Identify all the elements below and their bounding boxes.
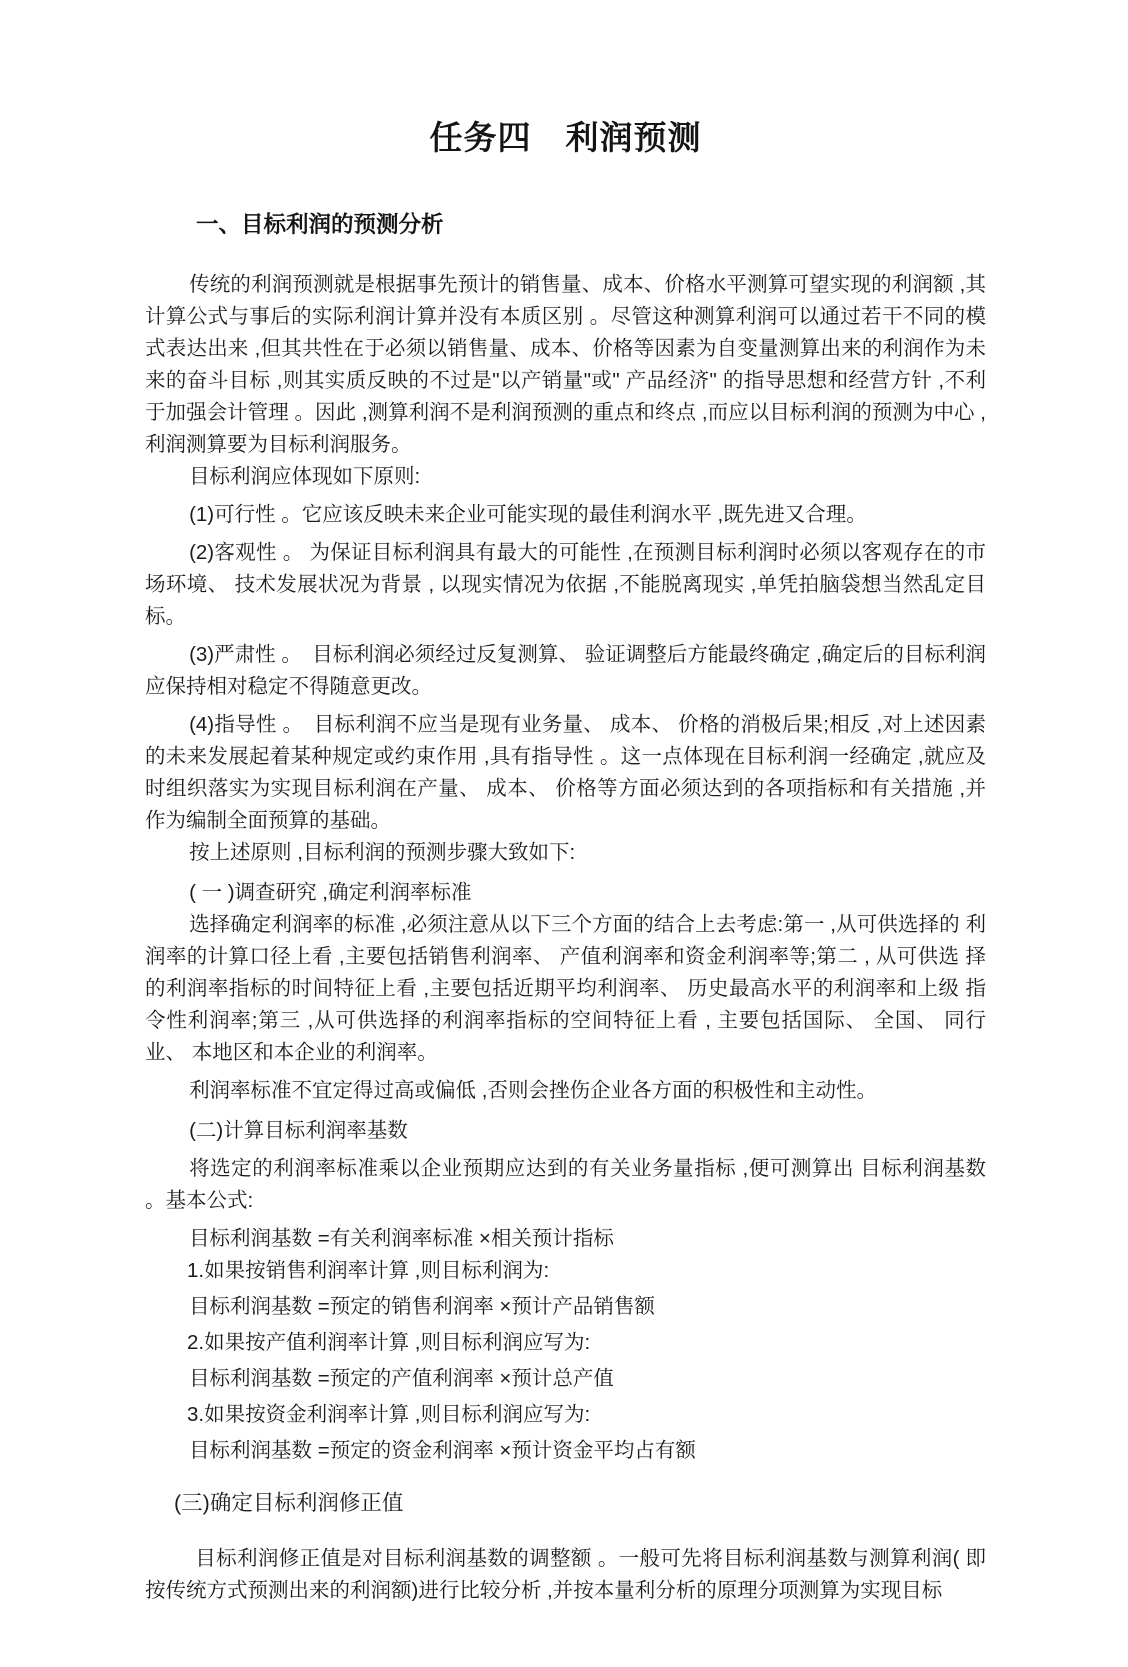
formula-base: 目标利润基数 =有关利润率标准 ×相关预计指标 (189, 1227, 614, 1250)
paragraph-step-1-note: 利润率标准不宜定得过高或偏低 ,否则会挫伤企业各方面的积极性和主动性。 (189, 1079, 877, 1102)
paragraph-principle-3: (3)严肃性 。 目标利润必须经过反复测算、 验证调整后方能最终确定 ,确定后的目标利润应保持相对稳定不得随意更改。 (145, 643, 986, 698)
paragraph-case-1: 1.如果按销售利润率计算 ,则目标利润为: (187, 1259, 550, 1282)
paragraph-steps-lead: 按上述原则 ,目标利润的预测步骤大致如下: (189, 841, 576, 864)
subheading-step-1: ( 一 )调查研究 ,确定利润率标准 (189, 881, 472, 904)
paragraph-case-2: 2.如果按产值利润率计算 ,则目标利润应写为: (187, 1331, 591, 1354)
paragraph-step-2-body: 将选定的利润率标准乘以企业预期应达到的有关业务量指标 ,便可测算出 目标利润基数 。基本公式: (145, 1157, 986, 1212)
formula-sales: 目标利润基数 =预定的销售利润率 ×预计产品销售额 (189, 1295, 655, 1318)
paragraph-intro: 传统的利润预测就是根据事先预计的销售量、成本、价格水平测算可望实现的利润额 ,其计算公式与事后的实际利润计算并没有本质区别 。尽管这种测算利润可以通过若干不同的模式表达出来 ,但其共性在于必须以销售量、成本、价格等因素为自变量测算出来的利润作为未来的奋斗目标 ,则其实质反映的不过是"以产销量"或" 产品经济" 的指导思想和经营方针 ,不利于加强会计管理 。因此 ,测算利润不是利润预测的重点和终点 ,而应以目标利润的预测为中心 ,利润测算要为目标利润服务。 (145, 273, 986, 456)
paragraph-principle-2: (2)客观性 。 为保证目标利润具有最大的可能性 ,在预测目标利润时必须以客观存在的市场环境、 技术发展状况为背景 , 以现实情况为依据 ,不能脱离现实 ,单凭拍脑袋想当然乱定目标。 (145, 541, 986, 628)
paragraph-step-1-body: 选择确定利润率的标准 ,必须注意从以下三个方面的结合上去考虑:第一 ,从可供选择的 利润率的计算口径上看 ,主要包括销售利润率、 产值利润率和资金利润率等;第二 , 从可供选 择的利润率指标的时间特征上看 ,主要包括近期平均利润率、 历史最高水平的利润率和上级 指令性利润率;第三 ,从可供选择的利润率指标的空间特征上看 , 主要包括国际、 全国、 同行 业、 本地区和本企业的利润率。 (145, 913, 986, 1064)
paragraph-principle-1: (1)可行性 。它应该反映未来企业可能实现的最佳利润水平 ,既先进又合理。 (189, 503, 867, 526)
subheading-step-3: (三)确定目标利润修正值 (174, 1491, 404, 1515)
formula-output: 目标利润基数 =预定的产值利润率 ×预计总产值 (189, 1367, 614, 1390)
paragraph-principles-lead: 目标利润应体现如下原则: (189, 465, 421, 488)
paragraph-principle-4: (4)指导性 。 目标利润不应当是现有业务量、 成本、 价格的消极后果;相反 ,对上述因素的未来发展起着某种规定或约束作用 ,具有指导性 。这一点体现在目标利润一经确定 ,就应及时组织落实为实现目标利润在产量、 成本、 价格等方面必须达到的各项指标和有关措施 ,并作为编制全面预算的基础。 (145, 713, 986, 832)
formula-capital: 目标利润基数 =预定的资金利润率 ×预计资金平均占有额 (189, 1439, 696, 1462)
document-title: 任务四 利润预测 (429, 119, 702, 156)
section-heading: 一、目标利润的预测分析 (196, 212, 444, 237)
paragraph-case-3: 3.如果按资金利润率计算 ,则目标利润应写为: (187, 1403, 591, 1426)
subheading-step-2: (二)计算目标利润率基数 (189, 1119, 408, 1142)
paragraph-step-3-body: 目标利润修正值是对目标利润基数的调整额 。一般可先将目标利润基数与测算利润( 即按传统方式预测出来的利润额)进行比较分析 ,并按本量利分析的原理分项测算为实现目标 (145, 1547, 986, 1602)
